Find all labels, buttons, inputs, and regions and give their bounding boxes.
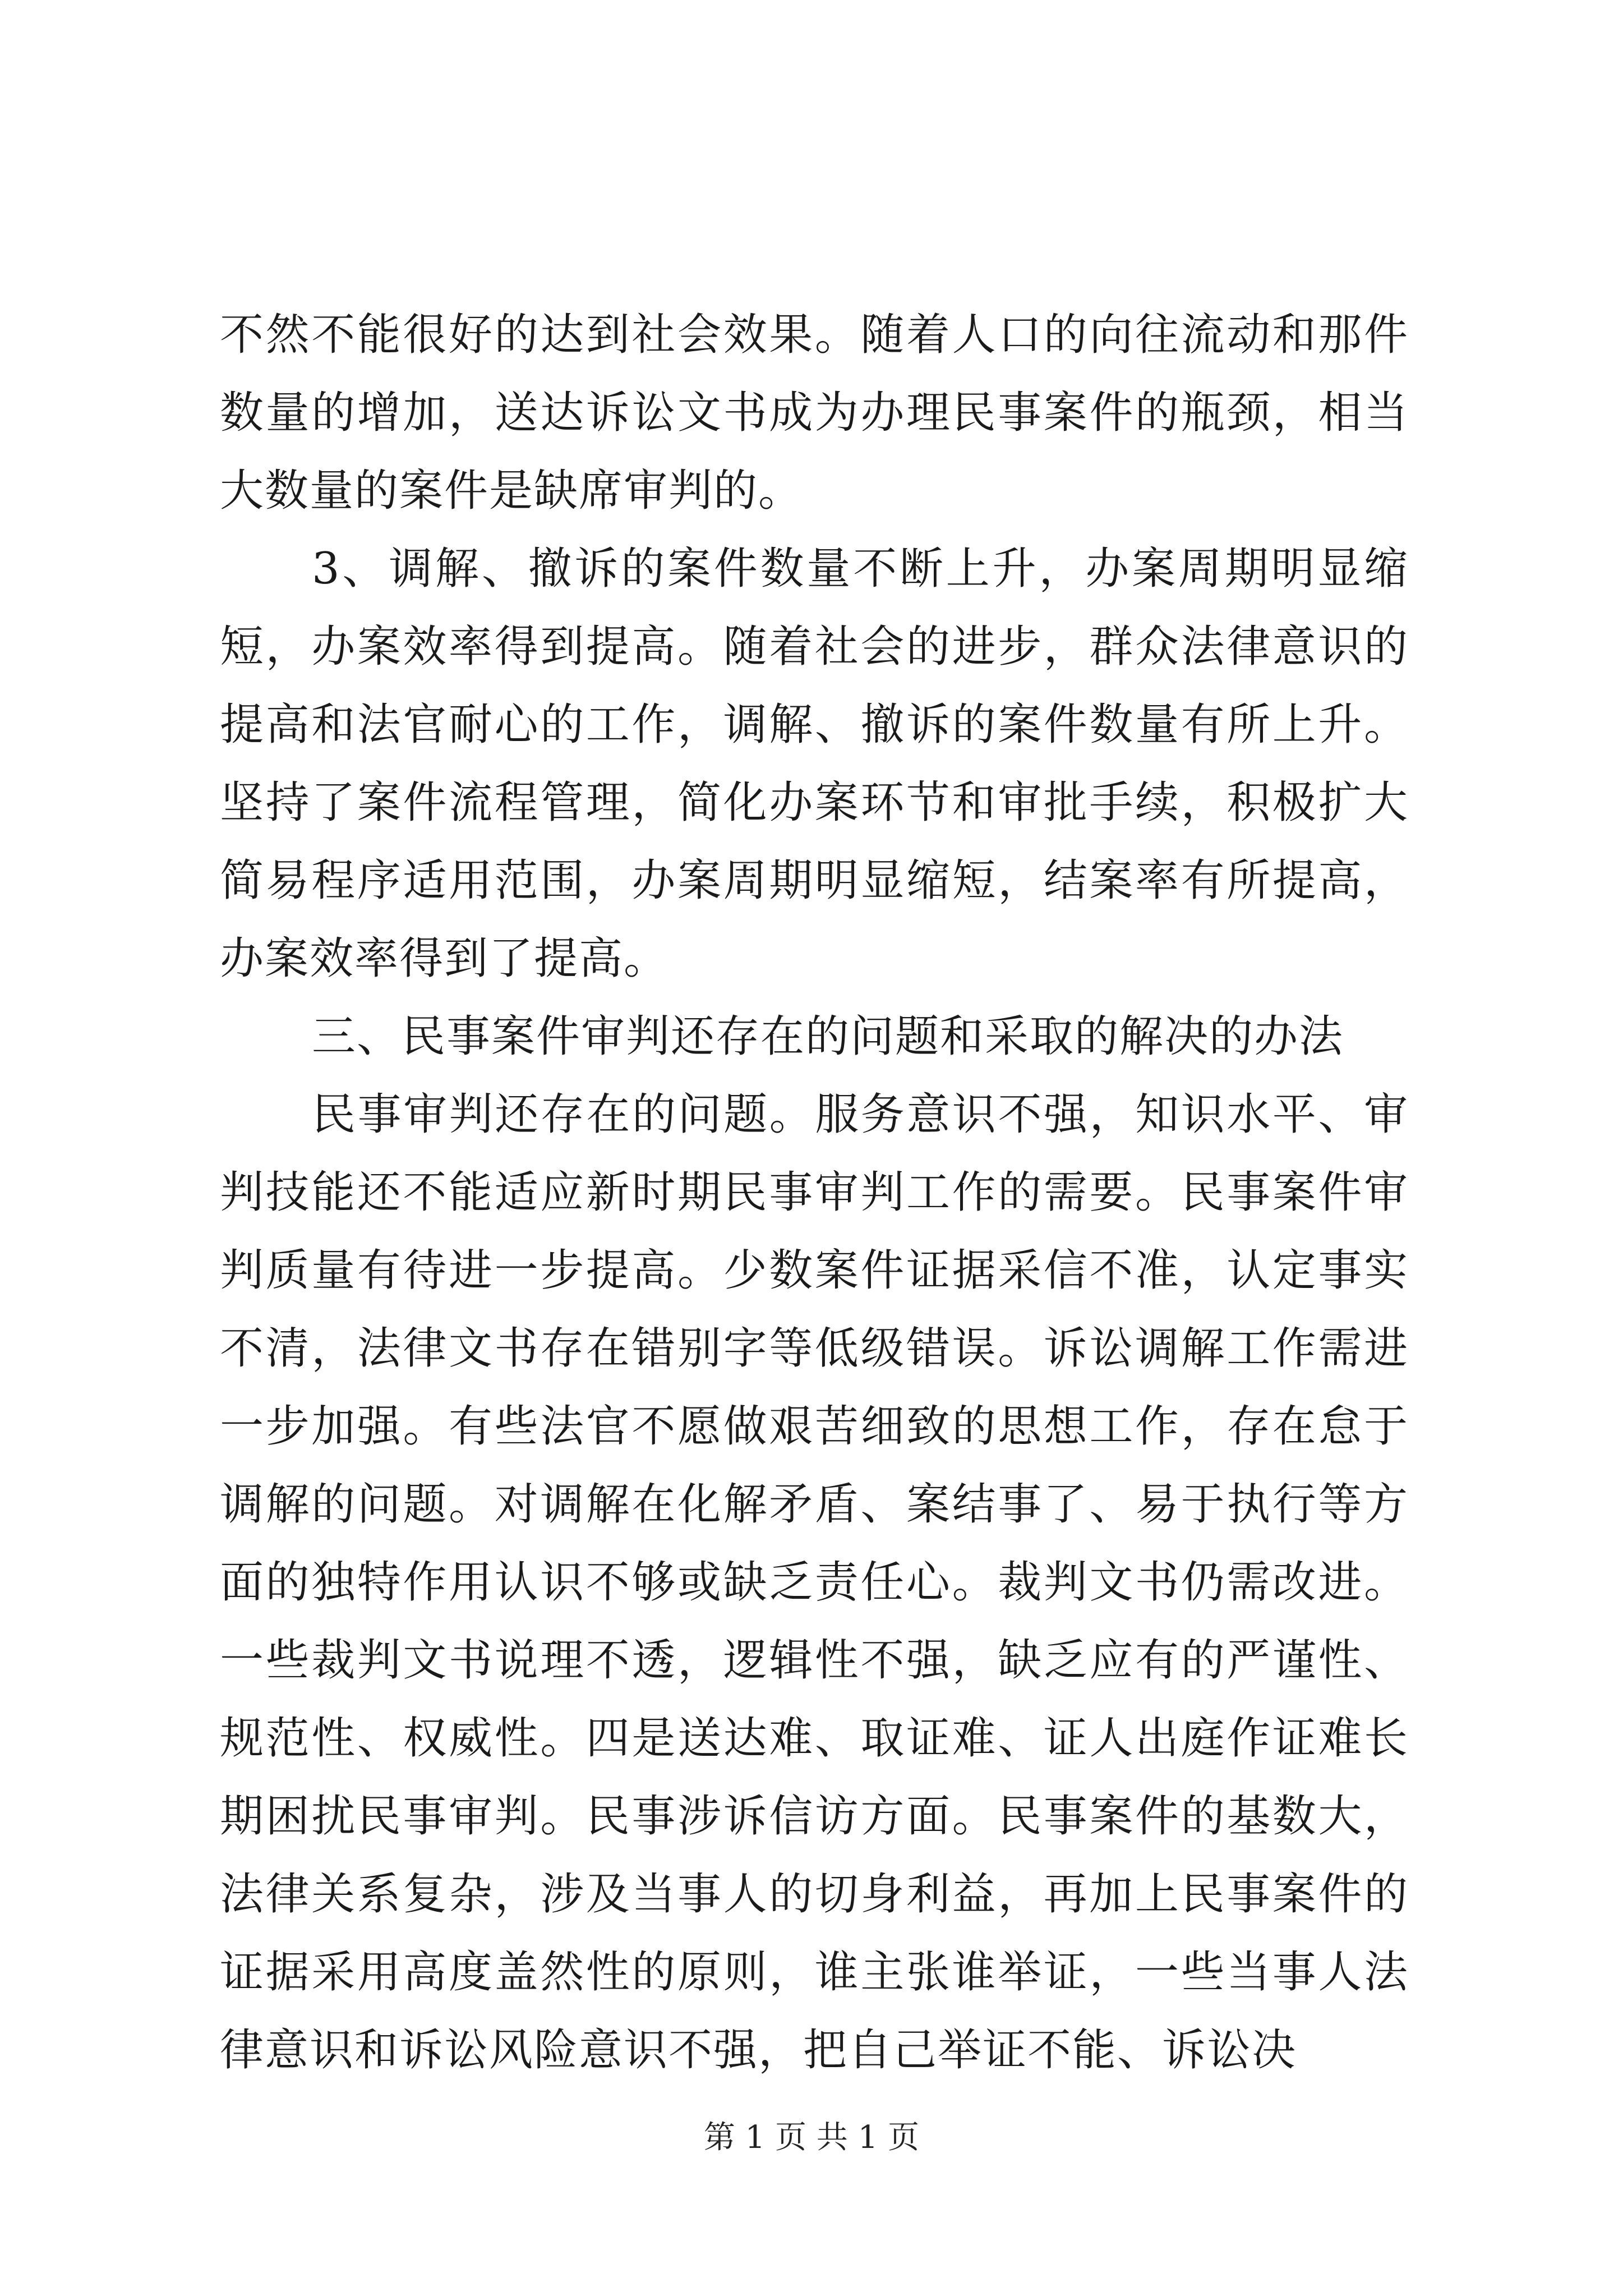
document-body [220, 296, 1409, 2090]
paragraph-item-3: 3、调解、撤诉的案件数量不断上升，办案周期明显缩短，办案效率得到提高。随着社会的进步，群众法律意识的提高和法官耐心的工作，调解、撤诉的案件数量有所上升。坚持了案件流程管理，简化办案环节和审批手续，积极扩大简易程序适用范围，办案周期明显缩短，结案率有所提高，办案效率得到了提高。 [220, 544, 1409, 984]
paragraph-continuation: 不然不能很好的达到社会效果。随着人口的向往流动和那件数量的增加，送达诉讼文书成为办理民事案件的瓶颈，相当大数量的案件是缺席审判的。 [220, 310, 1409, 516]
page-footer: 第 1 页 共 1 页 [703, 2119, 920, 2156]
section-heading-3: 三、民事案件审判还存在的问题和采取的解决的办法 [312, 1011, 1344, 1062]
paragraph-problems: 民事审判还存在的问题。服务意识不强，知识水平、审判技能还不能适应新时期民事审判工作的需要。民事案件审判质量有待进一步提高。少数案件证据采信不准，认定事实不清，法律文书存在错别字等低级错误。诉讼调解工作需进一步加强。有些法官不愿做艰苦细致的思想工作，存在怠于调解的问题。对调解在化解矛盾、案结事了、易于执行等方面的独特作用认识不够或缺乏责任心。裁判文书仍需改进。一些裁判文书说理不透，逻辑性不强，缺乏应有的严谨性、规范性、权威性。四是送达难、取证难、证人出庭作证难长期困扰民事审判。民事涉诉信访方面。民事案件的基数大，法律关系复杂，涉及当事人的切身利益，再加上民事案件的证据采用高度盖然性的原则，谁主张谁举证，一些当事人法律意识和诉讼风险意识不强，把自己举证不能、诉讼决 [220, 1089, 1409, 2076]
